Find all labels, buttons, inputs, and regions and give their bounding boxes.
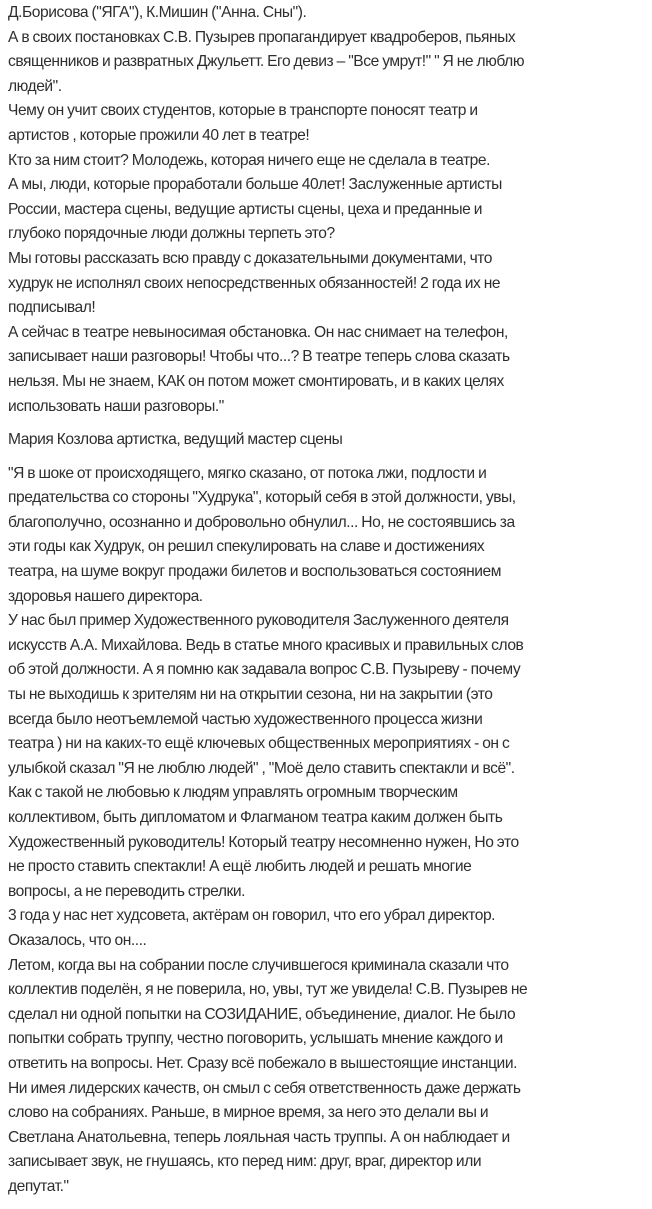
document-text: [8, 1, 652, 1209]
text-line: А в своих постановках С.В. Пузырев пропагандирует квадроберов, пьяных: [8, 28, 516, 46]
text-line: записывает наши разговоры! Чтобы что...? В театре теперь слова сказать: [8, 348, 510, 366]
text-line: не просто ставить спектакли! А ещё любить людей и решать многие: [8, 858, 472, 876]
text-line: Оказалось, что он....: [8, 931, 147, 949]
text-line: слово на собраниях. Раньше, в мирное время, за него это делали вы и: [8, 1104, 489, 1122]
text-line: худрук не исполнял своих непосредственных обязанностей! 2 года их не: [8, 274, 501, 292]
text-line: театра ) ни на каких-то ещё ключевых общественных мероприятиях - он с: [8, 735, 510, 753]
text-line: Светлана Анатольевна, теперь лояльная часть труппы. А он наблюдает и: [8, 1128, 510, 1146]
text-line: артистов , которые прожили 40 лет в театре!: [8, 126, 310, 144]
text-line: Мария Козлова артистка, ведущий мастер сцены: [8, 431, 343, 449]
text-line: Чему он учит своих студентов, которые в транспорте поносят театр и: [8, 102, 478, 120]
text-line: всегда было неотъемлемой частью художественного процесса жизни: [8, 710, 483, 728]
text-line: глубоко порядочные люди должны терпеть это?: [8, 225, 335, 243]
text-line: России, мастера сцены, ведущие артисты сцены, цеха и преданные и: [8, 200, 483, 218]
text-line: ты не выходишь к зрителям ни на открытии сезона, ни на закрытии (это: [8, 686, 493, 704]
text-line: А мы, люди, которые проработали больше 40лет! Заслуженные артисты: [8, 176, 502, 194]
text-line: людей".: [8, 77, 62, 95]
text-line: Д.Борисова ("ЯГА"), К.Мишин ("Анна. Сны").: [8, 4, 307, 21]
text-line: Кто за ним стоит? Молодежь, которая ничего еще не сделала в театре.: [8, 151, 490, 169]
text-line: записывает звук, не гнушаясь, кто перед ним: друг, враг, директор или: [8, 1153, 482, 1171]
text-line: "Я в шоке от происходящего, мягко сказано, от потока лжи, подлости и: [8, 464, 487, 482]
text-line: улыбкой сказал "Я не люблю людей" , "Моё дело ставить спектакли и всё".: [8, 759, 515, 777]
text-line: подписывал!: [8, 299, 96, 317]
text-line: священников и развратных Джульетт. Его девиз – "Все умрут!" " Я не люблю: [8, 53, 525, 71]
text-line: А сейчас в театре невыносимая обстановка. Он нас снимает на телефон,: [8, 323, 508, 341]
text-line: коллектив поделён, я не поверила, но, увы, тут же увидела! С.В. Пузырев не: [8, 981, 528, 999]
text-line: Летом, когда вы на собрании после случившегося криминала сказали что: [8, 956, 509, 974]
text-line: попытки собрать труппу, честно поговорить, услышать мнение каждого и: [8, 1030, 503, 1048]
text-line: искусств А.А. Михайлова. Ведь в статье много красивых и правильных слов: [8, 636, 524, 654]
statement-paragraph: [8, 1, 652, 419]
text-line: Художественный руководитель! Который театру несомненно нужен, Но это: [8, 833, 519, 851]
text-line: эти годы как Худрук, он решил спекулировать на славе и достижениях: [8, 538, 485, 556]
text-line: об этой должности. А я помню как задавала вопрос С.В. Пузыреву - почему: [8, 661, 521, 679]
text-line: 3 года у нас нет худсовета, актёрам он говорил, что его убрал директор.: [8, 907, 496, 925]
text-line: здоровья нашего директора.: [8, 587, 203, 605]
text-line: вопросы, а не переводить стрелки.: [8, 882, 246, 900]
text-line: Мы готовы рассказать всю правду с доказательными документами, что: [8, 249, 493, 267]
author-attribution: [8, 428, 652, 453]
text-line: театра, на шуме вокруг продажи билетов и воспользоваться состоянием: [8, 563, 501, 581]
text-line: использовать наши разговоры.": [8, 397, 224, 415]
text-line: У нас был пример Художественного руководителя Заслуженного деятеля: [8, 612, 509, 630]
text-line: ответить на вопросы. Нет. Сразу всё побежало в вышестоящие инстанции.: [8, 1054, 517, 1072]
text-line: Ни имея лидерских качеств, он смыл с себя ответственность даже держать: [8, 1079, 521, 1097]
text-line: коллективом, быть дипломатом и Флагманом театра каким должен быть: [8, 809, 503, 826]
text-line: депутат.": [8, 1177, 69, 1195]
text-line: предательства со стороны "Худрука", который себя в этой должности, увы,: [8, 489, 516, 507]
text-line: сделал ни одной попытки на СОЗИДАНИЕ, объединение, диалог. Не было: [8, 1005, 516, 1023]
text-line: благополучно, осознанно и добровольно обнулил... Но, не состоявшись за: [8, 513, 515, 531]
text-line: нельзя. Мы не знаем, КАК он потом может смонтировать, и в каких целях: [8, 372, 504, 390]
quote-paragraph: [8, 462, 652, 1200]
text-line: Как с такой не любовью к людям управлять огромным творческим: [8, 784, 458, 802]
